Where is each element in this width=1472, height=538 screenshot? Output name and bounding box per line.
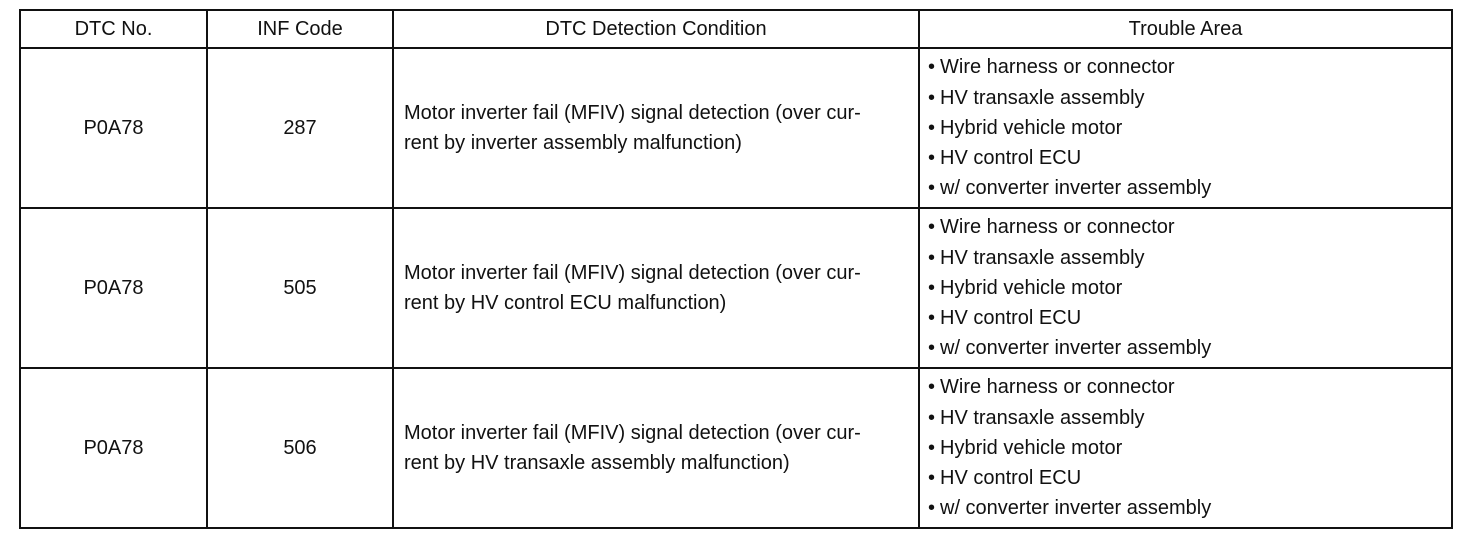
trouble-item-text: HV transaxle assembly [940,406,1145,429]
dtc-number: P0A78 [20,208,207,368]
list-item [928,83,1451,113]
bullet-icon: • [928,467,936,490]
detection-condition [393,208,919,368]
table-row [20,48,1452,208]
trouble-item-text: HV transaxle assembly [940,86,1145,109]
detection-condition [393,368,919,528]
condition-line: rent by inverter assembly malfunction) [404,132,742,154]
header-trouble-area: Trouble Area [919,10,1452,48]
list-item [928,433,1451,463]
list-item [928,113,1451,143]
trouble-item-text: w/ converter inverter assembly [940,177,1212,200]
list-item [928,303,1451,333]
condition-line: rent by HV control ECU malfunction) [404,292,727,314]
trouble-item-text: HV control ECU [940,147,1082,170]
bullet-icon: • [928,86,936,109]
trouble-item-text: Hybrid vehicle motor [940,116,1123,139]
list-item [928,493,1451,523]
table-row [20,208,1452,368]
dtc-number: P0A78 [20,368,207,528]
list-item [928,212,1451,242]
condition-line: Motor inverter fail (MFIV) signal detection (over cur- [404,262,861,284]
bullet-icon: • [928,307,936,330]
bullet-icon: • [928,116,936,139]
trouble-item-text: Hybrid vehicle motor [940,276,1123,299]
trouble-item-text: w/ converter inverter assembly [940,497,1212,520]
bullet-icon: • [928,436,936,459]
bullet-icon: • [928,147,936,170]
trouble-item-text: HV transaxle assembly [940,246,1145,269]
list-item [928,403,1451,433]
header-dtc-no: DTC No. [20,10,207,48]
trouble-area [919,208,1452,368]
list-item [928,333,1451,363]
dtc-table [19,9,1453,529]
inf-code: 505 [207,208,393,368]
list-item [928,52,1451,82]
header-row [20,10,1452,48]
dtc-number: P0A78 [20,48,207,208]
bullet-icon: • [928,276,936,299]
list-item [928,243,1451,273]
trouble-list [928,212,1451,363]
list-item [928,463,1451,493]
bullet-icon: • [928,246,936,269]
bullet-icon: • [928,56,936,79]
header-detection-condition: DTC Detection Condition [393,10,919,48]
trouble-item-text: Wire harness or connector [940,216,1175,239]
condition-line: Motor inverter fail (MFIV) signal detection (over cur- [404,102,861,124]
bullet-icon: • [928,497,936,520]
trouble-area [919,48,1452,208]
inf-code: 506 [207,368,393,528]
trouble-list [928,52,1451,203]
table-row [20,368,1452,528]
list-item [928,273,1451,303]
trouble-item-text: HV control ECU [940,307,1082,330]
bullet-icon: • [928,337,936,360]
bullet-icon: • [928,177,936,200]
trouble-item-text: Hybrid vehicle motor [940,436,1123,459]
trouble-item-text: w/ converter inverter assembly [940,337,1212,360]
trouble-area [919,368,1452,528]
bullet-icon: • [928,216,936,239]
condition-line: Motor inverter fail (MFIV) signal detection (over cur- [404,422,861,444]
trouble-item-text: Wire harness or connector [940,376,1175,399]
header-inf-code: INF Code [207,10,393,48]
trouble-list [928,372,1451,523]
trouble-item-text: Wire harness or connector [940,56,1175,79]
trouble-item-text: HV control ECU [940,467,1082,490]
detection-condition [393,48,919,208]
list-item [928,143,1451,173]
list-item [928,173,1451,203]
list-item [928,372,1451,402]
inf-code: 287 [207,48,393,208]
condition-line: rent by HV transaxle assembly malfunction) [404,452,790,474]
bullet-icon: • [928,406,936,429]
bullet-icon: • [928,376,936,399]
